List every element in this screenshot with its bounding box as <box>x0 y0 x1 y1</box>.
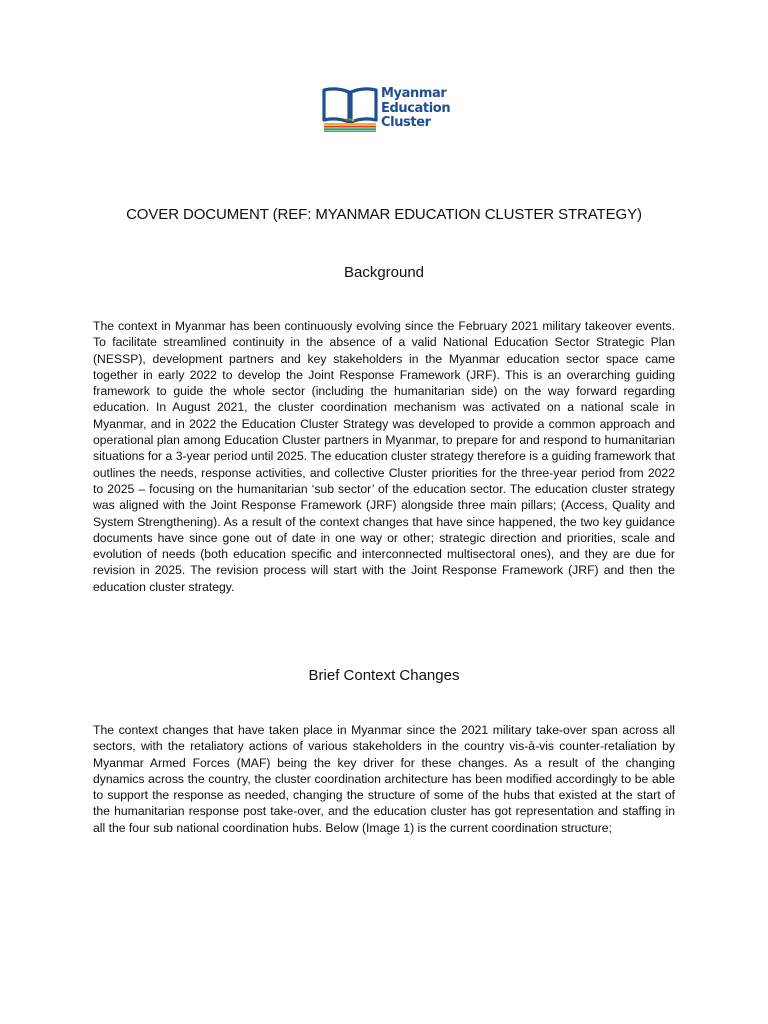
section-body-brief-context-changes: The context changes that have taken place in Myanmar since the 2021 military take-over span across all sectors, with the retaliatory actions of various stakeholders in the country vis-à-vis counter-retaliation by Myanmar Armed Forces (MAF) being the key driver for these changes. As a result of the changing dynamics across the country, the cluster coordination architecture has been modified accordingly to be able to support the response as needed, changing the structure of some of the hubs that existed at the start of the humanitarian response post take-over, and the education cluster has got representation and staffing in all the four sub national coordination hubs. Below (Image 1) is the current coordination structure; <box>93 723 675 835</box>
section-body-background: The context in Myanmar has been continuously evolving since the February 2021 military takeover events. To facilitate streamlined continuity in the absence of a valid National Education Sector Strategic Plan (NESSP), development partners and key stakeholders in the Myanmar education sector space came together in early 2022 to develop the Joint Response Framework (JRF). This is an overarching guiding framework to guide the whole sector (including the humanitarian side) on the way forward regarding education. In August 2021, the cluster coordination mechanism was activated on a national scale in Myanmar, and in 2022 the Education Cluster Strategy was developed to provide a common approach and operational plan among Education Cluster partners in Myanmar, to prepare for and respond to humanitarian situations for a 3-year period until 2025. The education cluster strategy therefore is a guiding framework that outlines the needs, response activities, and collective Cluster priorities for the three-year period from 2022 to 2025 – focusing on the humanitarian ‘sub sector’ of the education sector. The education cluster strategy was aligned with the Joint Response Framework (JRF) alongside three main pillars; (Access, Quality and System Strengthening). As a result of the context changes that have since happened, the two key guidance documents have since gone out of date in one way or other; strategic direction and priorities, scale and evolution of needs (both education specific and interconnected multisectoral ones), and they are due for revision in 2025. The revision process will start with the Joint Response Framework (JRF) and then the education cluster strategy. <box>93 319 675 594</box>
section-heading-background: Background <box>343 264 425 281</box>
document-title: COVER DOCUMENT (REF: MYANMAR EDUCATION CLUSTER STRATEGY) <box>126 206 642 223</box>
logo-line-3: Cluster <box>381 115 431 130</box>
open-book-icon <box>321 86 379 132</box>
myanmar-education-cluster-logo <box>321 86 451 136</box>
logo-line-1: Myanmar <box>381 86 447 101</box>
logo-wordmark <box>381 87 450 131</box>
logo-line-2: Education <box>381 100 451 116</box>
section-heading-brief-context-changes: Brief Context Changes <box>308 667 460 684</box>
